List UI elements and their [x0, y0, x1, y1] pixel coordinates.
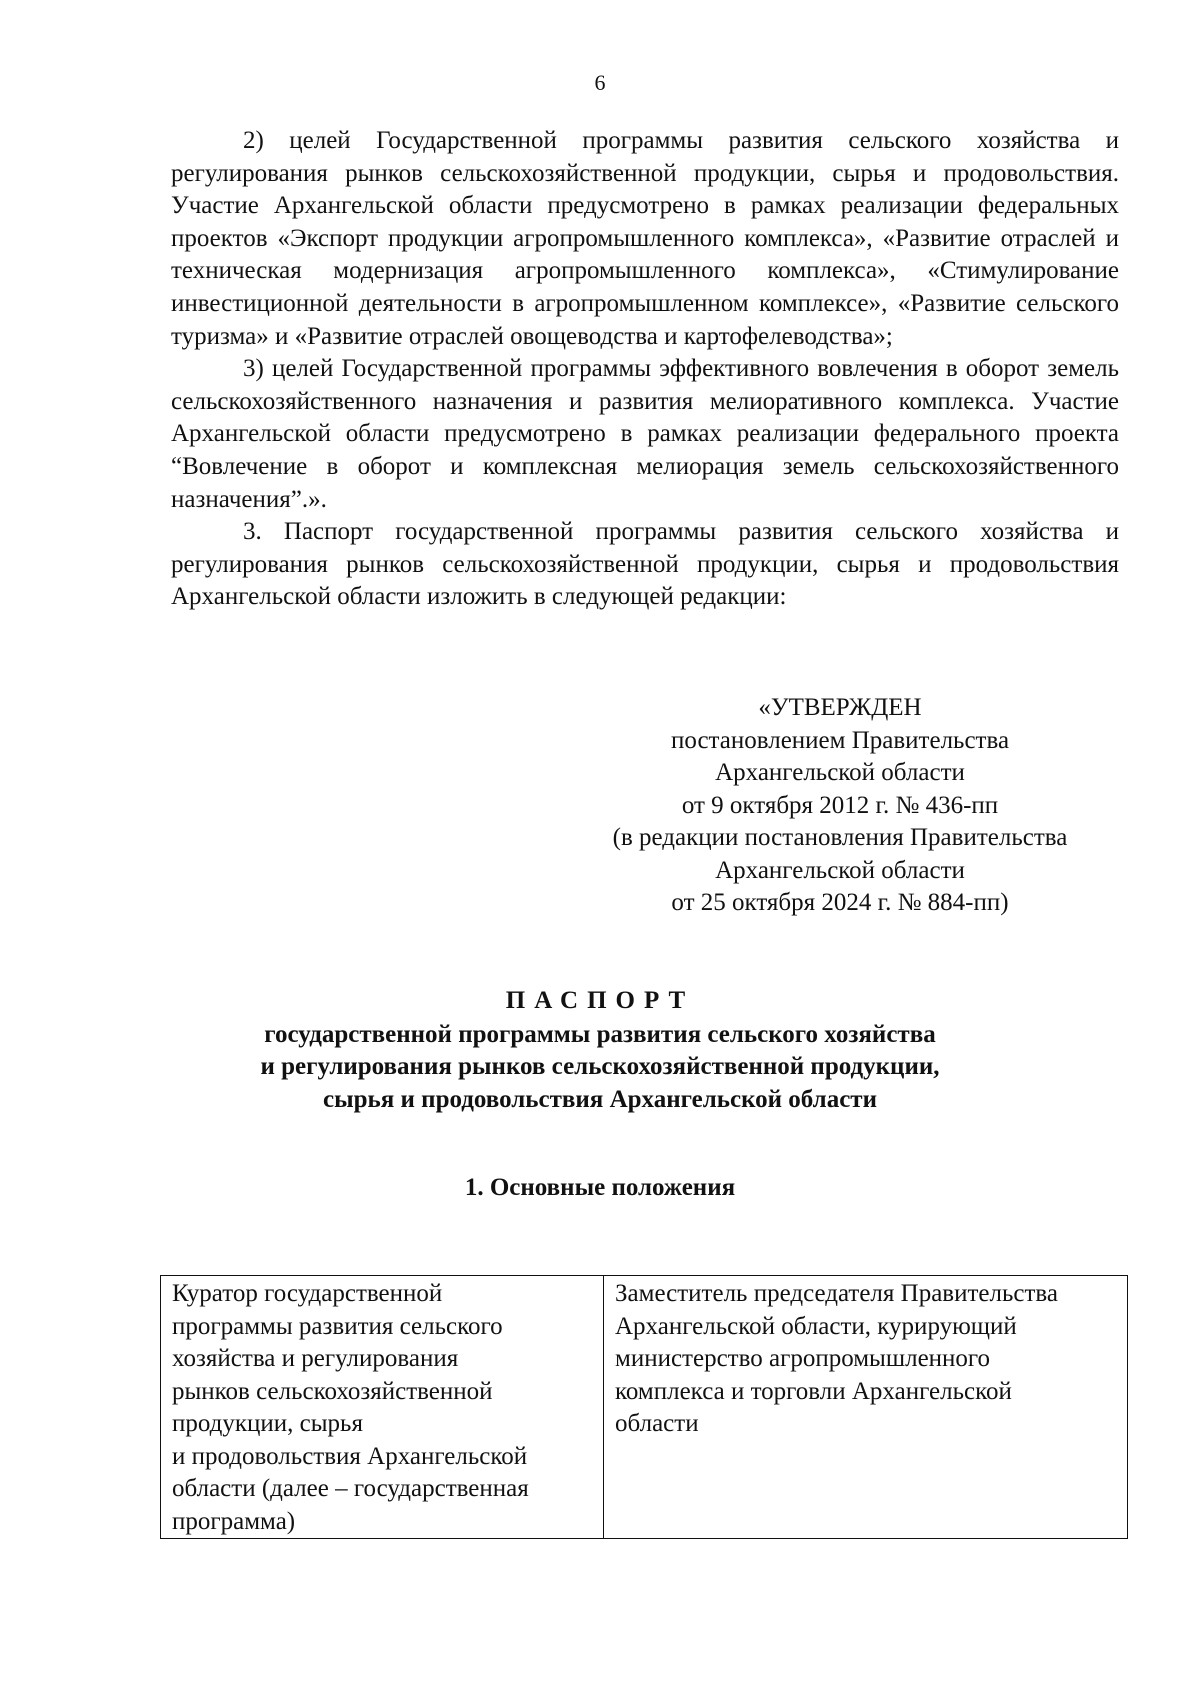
- cell-line: Заместитель председателя Правительства: [615, 1280, 1058, 1307]
- paragraph-item-3: 3) целей Государственной программы эффективного вовлечения в оборот земель сельскохозяйственного назначения и развития мелиоративного комплекса. Участие Архангельской области предусмотрено в рамках реализации федерального проекта “Вовлечение в оборот и комплексная мелиорация земель сельскохозяйственного назначения”.».: [171, 355, 1119, 513]
- passport-heading: ПАСПОРТ: [505, 987, 695, 1014]
- approval-line: «УТВЕРЖДЕН: [758, 694, 922, 721]
- approval-line: постановлением Правительства: [670, 726, 1010, 754]
- cell-line: программа): [172, 1507, 296, 1535]
- table-cell-label: [161, 1276, 604, 1539]
- cell-line: хозяйства и регулирования: [172, 1345, 459, 1372]
- passport-subtitle-line: и регулирования рынков сельскохозяйственной продукции,: [260, 1053, 940, 1080]
- paragraph-passport-amendment: 3. Паспорт государственной программы развития сельского хозяйства и регулирования рынков сельскохозяйственной продукции, сырья и продовольствия Архангельской области изложить в следующей редакции:: [171, 518, 1119, 611]
- passport-subtitle-line: сырья и продовольствия Архангельской области: [323, 1085, 877, 1113]
- body-text: [171, 125, 1119, 614]
- cell-line: области: [615, 1410, 699, 1437]
- cell-line: и продовольствия Архангельской: [172, 1442, 528, 1470]
- table-row: [161, 1276, 1128, 1539]
- page-number: 6: [594, 70, 606, 95]
- passport-subtitle-line: государственной программы развития сельского хозяйства: [264, 1020, 936, 1048]
- cell-line: продукции, сырья: [172, 1410, 363, 1437]
- cell-line: рынков сельскохозяйственной: [172, 1377, 493, 1405]
- cell-line: комплекса и торговли Архангельской: [615, 1377, 1012, 1405]
- cell-line: программы развития сельского: [172, 1312, 503, 1340]
- approval-stamp-block: [590, 692, 1090, 920]
- approval-line: от 9 октября 2012 г. № 436-пп: [681, 791, 999, 819]
- table-cell-value: [604, 1276, 1128, 1539]
- section-title: 1. Основные положения: [464, 1174, 736, 1201]
- cell-line: Архангельской области, курирующий: [615, 1312, 1017, 1340]
- cell-line: Куратор государственной: [172, 1280, 443, 1307]
- approval-line: Архангельской области: [715, 856, 965, 884]
- approval-line: (в редакции постановления Правительства: [612, 824, 1068, 851]
- paragraph-item-2: 2) целей Государственной программы развития сельского хозяйства и регулирования рынков сельскохозяйственной продукции, сырья и продовольствия. Участие Архангельской области предусмотрено в рамках реализации федеральных проектов «Экспорт продукции агропромышленного комплекса», «Развитие отраслей и техническая модернизация агропромышленного комплекса», «Стимулирование инвестиционной деятельности в агропромышленном комплексе», «Развитие сельского туризма» и «Развитие отраслей овощеводства и картофелеводства»;: [171, 127, 1119, 350]
- main-provisions-table: [160, 1275, 1128, 1539]
- approval-line: от 25 октября 2024 г. № 884-пп): [671, 889, 1009, 916]
- passport-title-block: [150, 985, 1050, 1116]
- cell-line: области (далее – государственная: [172, 1475, 529, 1502]
- approval-line: Архангельской области: [715, 759, 965, 786]
- cell-line: министерство агропромышленного: [615, 1345, 991, 1372]
